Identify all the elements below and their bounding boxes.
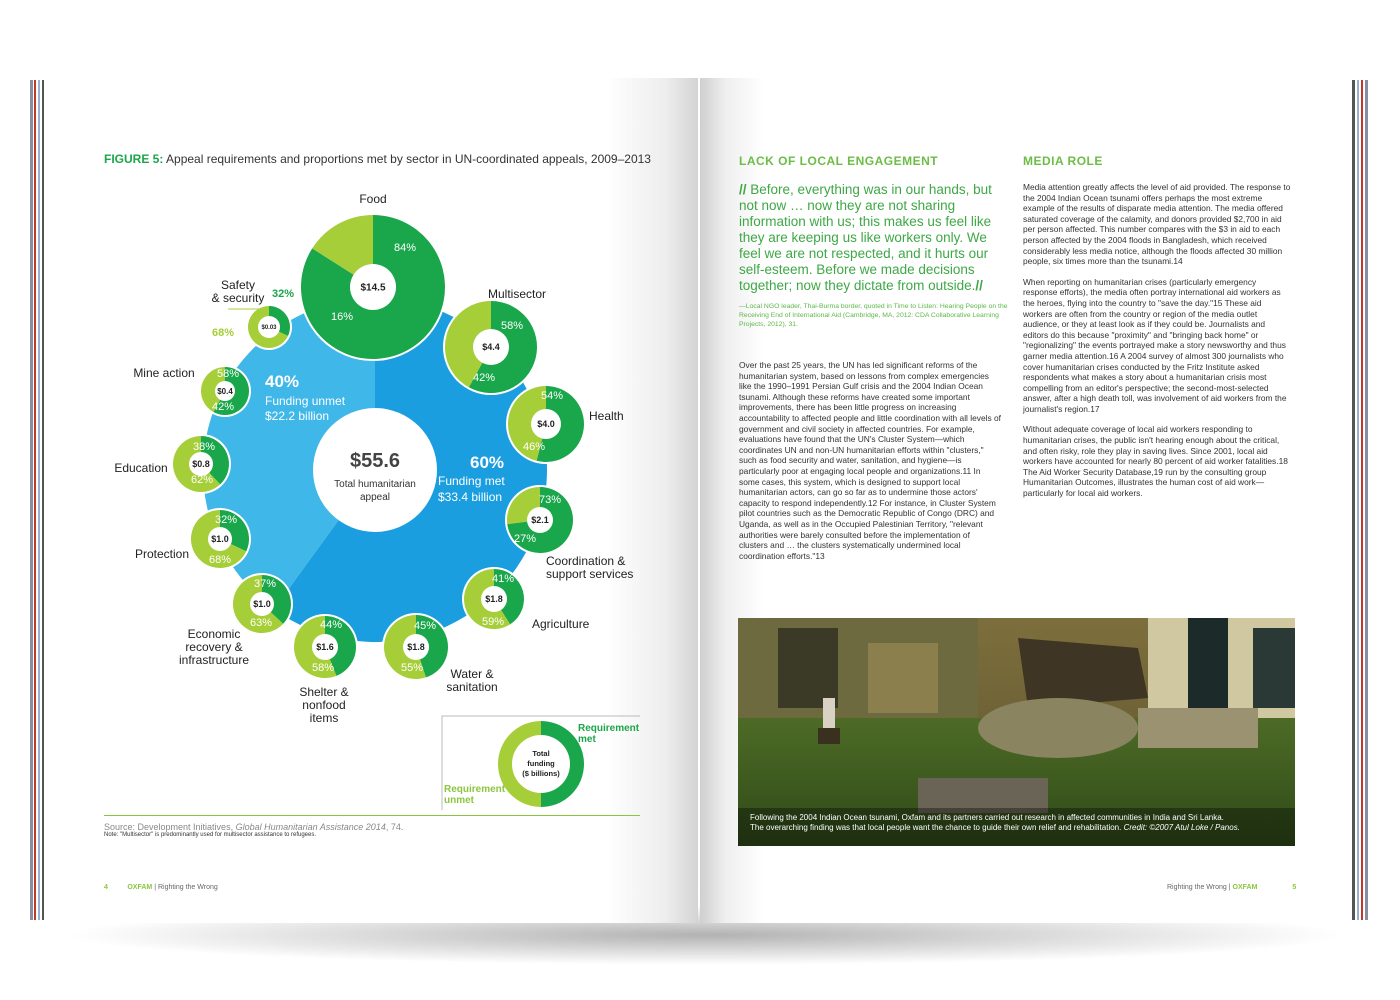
sector-met-pct: 37% xyxy=(253,578,277,590)
photo-credit: Credit: ©2007 Atul Loke / Panos. xyxy=(1123,823,1240,832)
source-title: Global Humanitarian Assistance 2014 xyxy=(235,822,386,832)
quote-open-mark: // xyxy=(739,182,747,197)
folio-title: | Righting the Wrong xyxy=(154,884,218,891)
sector-unmet-pct: 68% xyxy=(211,327,235,339)
sector-unmet-pct: 42% xyxy=(472,372,496,384)
sector-unmet-pct: 55% xyxy=(400,662,424,674)
sector-amount: $1.0 xyxy=(211,534,229,545)
quote-close-mark: // xyxy=(975,278,983,293)
field-photo xyxy=(738,618,1295,846)
center-label: Total humanitarian xyxy=(334,479,416,490)
photo-illustration xyxy=(738,618,1295,846)
sector-unmet-pct: 46% xyxy=(522,441,546,453)
sector-met-pct: 41% xyxy=(491,573,515,585)
heading-media-role: MEDIA ROLE xyxy=(1023,154,1103,168)
sector-ring xyxy=(133,365,251,417)
sector-ring xyxy=(292,614,358,725)
sector-amount: $0.4 xyxy=(217,386,233,396)
sector-met-pct: 58% xyxy=(500,320,524,332)
met-label: Funding met xyxy=(438,474,505,488)
sector-unmet-pct: 59% xyxy=(481,616,505,628)
caption-line-1: Following the 2004 Indian Ocean tsunami, Oxfam and its partners carried out research in affected communities in India and Sri Lanka. xyxy=(750,813,1224,822)
body-column-2 xyxy=(1023,182,1291,509)
sector-met-pct: 32% xyxy=(271,288,295,300)
sector-met-pct: 54% xyxy=(540,390,564,402)
sector-amount: $4.4 xyxy=(482,342,500,353)
sector-met-pct: 44% xyxy=(319,619,343,631)
figure-title-text: Appeal requirements and proportions met by sector in UN-coordinated appeals, 2009–2013 xyxy=(166,152,651,166)
sector-label: Agriculture xyxy=(532,617,590,631)
sector-label: Coordination & xyxy=(546,554,626,568)
unmet-label: Funding unmet xyxy=(265,394,346,408)
quote-text: Before, everything was in our hands, but not now … now they are not sharing information with us; this makes us feel like they are keeping us like workers only. We feel we are not respected, and it hurts our self-esteem. Before we made decisions together; now they dictate from outside. xyxy=(739,182,992,293)
legend-unmet-label: unmet xyxy=(444,795,474,806)
caption-line-2 xyxy=(750,823,1285,833)
sector-met-pct: 73% xyxy=(538,494,562,506)
caption-line-2-text: The overarching finding was that local people want the chance to guide their own relief and rehabilitation. xyxy=(750,823,1124,832)
sector-met-pct: 58% xyxy=(216,368,240,380)
paragraph: Without adequate coverage of local aid workers responding to humanitarian crises, the public isn't hearing enough about the critical, and often risky, role they play in saving lives. Since 2001, local aid workers have accounted for nearly 80 percent of aid worker fatalities.18 The Aid Worker Security Database,19 run by the consulting group Humanitarian Outcomes, illustrates the human cost of aid work—particularly for local aid workers. xyxy=(1023,424,1288,499)
sector-amount: $1.6 xyxy=(316,642,334,653)
sector-label: infrastructure xyxy=(178,653,250,667)
photo-caption xyxy=(750,813,1285,833)
heading-local-engagement: LACK OF LOCAL ENGAGEMENT xyxy=(739,154,939,168)
source-line xyxy=(104,822,403,832)
sector-unmet-pct: 68% xyxy=(208,554,232,566)
sector-amount: $0.8 xyxy=(192,459,210,470)
center-label: appeal xyxy=(359,492,391,503)
source-suffix: , 74. xyxy=(385,822,404,832)
unmet-percent: 40% xyxy=(265,372,300,391)
legend-center-label: ($ billions) xyxy=(522,769,560,778)
sector-label: Mine action xyxy=(133,366,195,380)
body-column-1 xyxy=(739,360,1001,571)
sector-label: Protection xyxy=(134,547,190,561)
sector-label: items xyxy=(309,711,339,725)
sector-ring xyxy=(443,287,546,395)
sector-amount: $0.03 xyxy=(261,325,277,332)
sector-ring xyxy=(114,434,231,494)
chart-legend xyxy=(442,716,640,810)
sector-label: Education xyxy=(114,461,168,475)
page-number: 5 xyxy=(1292,884,1297,891)
quote-citation: —Local NGO leader, Thai-Burma border, quoted in Time to Listen: Hearing People on the Receiving End of International Aid (Cambridge, MA, 2012: CDA Collaborative Learning Projects, 2012), 31. xyxy=(739,303,1008,328)
sector-unmet-pct: 42% xyxy=(211,401,235,413)
sector-label: nonfood xyxy=(302,698,346,712)
folio-brand: OXFAM xyxy=(127,884,153,891)
folio-title: Righting the Wrong | xyxy=(1167,884,1231,891)
met-amount: $33.4 billion xyxy=(438,490,503,504)
sector-met-pct: 45% xyxy=(413,620,437,632)
sector-unmet-pct: 62% xyxy=(190,474,214,486)
sector-label: support services xyxy=(546,567,634,581)
sector-ring xyxy=(212,278,295,350)
sector-label: Safety xyxy=(220,278,256,292)
sector-label: Economic xyxy=(187,627,241,641)
sector-met-pct: 38% xyxy=(192,441,216,453)
paragraph: Over the past 25 years, the UN has led significant reforms of the humanitarian system, based on lessons from complex emergencies like the 1990–1991 Persian Gulf crisis and the 2004 Indian Ocean tsunami. Although these reforms have created some important improvements, there has been little progress on increasing accountability to affected people and little coordination with all levels of government and civil society in affected countries. For example, evaluations have found that the UN's Cluster System—which coordinates UN and non-UN humanitarian efforts within "clusters," such as food security and water, sanitation, and hygiene—is particularly poor at engaging local people and organizations.11 In some cases, this system, which is designed to support local humanitarian actors, can go so far as to undermine those actors' capacity to respond independently.12 For instance, in Cluster System pilot countries such as the Democratic Republic of Congo (DRC) and Uganda, as well as in the Occupied Palestinian Territory, "relevant authorities were barely consulted before the implementation of clusters and … the clusters systematically undermined local coordination efforts."13 xyxy=(739,360,1001,561)
sector-label: Health xyxy=(589,409,624,423)
sector-amount: $1.0 xyxy=(253,599,271,610)
left-folio xyxy=(104,884,218,891)
sector-unmet-pct: 58% xyxy=(311,662,335,674)
pull-quote xyxy=(739,182,999,294)
sector-label: Multisector xyxy=(488,287,547,301)
sector-ring xyxy=(135,508,251,570)
sector-ring xyxy=(179,573,293,667)
figure-label: FIGURE 5: xyxy=(104,152,164,166)
sector-label: Shelter & xyxy=(299,685,349,699)
source-rule xyxy=(104,815,640,816)
sector-label: recovery & xyxy=(185,640,243,654)
sector-unmet-pct: 27% xyxy=(513,533,537,545)
paragraph: When reporting on humanitarian crises (particularly emergency response efforts), the media often portray international aid workers as the heroes, flying into the country to "save the day."15 These aid workers are often from the country or region of the media outlet audience, or they at least look as if they could be. Journalists and editors do this because "proximity" and "bringing back home" or "regionalizing" the events portrayed make a story newsworthy and thus garner media attention.16 A 2004 survey of almost 300 journalists who cover humanitarian crises conducted by the Fritz Institute asked respondents what makes a story about a humanitarian crisis most compelling from an editor's perspective; the second-most-selected answer, after a high death toll, was involvement of aid workers from the journalist's region.17 xyxy=(1023,276,1287,414)
legend-center-label: funding xyxy=(527,759,555,768)
center-value: $55.6 xyxy=(349,450,401,472)
legend-unmet-label: Requirement xyxy=(444,784,506,795)
legend-met-label: met xyxy=(578,734,596,745)
sector-amount: $1.8 xyxy=(407,642,425,653)
sector-ring xyxy=(506,384,624,464)
sector-unmet-pct: 63% xyxy=(249,617,273,629)
page-number: 4 xyxy=(104,884,108,891)
legend-met-label: Requirement xyxy=(578,723,640,734)
sector-ring xyxy=(505,485,633,581)
sector-amount: $14.5 xyxy=(360,282,386,294)
legend-center-label: Total xyxy=(532,749,550,758)
sector-amount: $2.1 xyxy=(531,515,549,526)
right-folio xyxy=(1167,884,1296,891)
sector-ring xyxy=(299,192,447,361)
folio-brand: OXFAM xyxy=(1232,884,1258,891)
sector-amount: $1.8 xyxy=(485,594,503,605)
sector-label: Water & xyxy=(450,667,494,681)
sector-amount: $4.0 xyxy=(537,419,555,430)
sector-label: & security xyxy=(211,291,265,305)
sector-unmet-pct: 16% xyxy=(330,311,354,323)
sector-label: sanitation xyxy=(446,680,498,694)
source-prefix: Source: Development Initiatives, xyxy=(104,822,236,832)
chart-note: Note: "Multisector" is predominantly used for multisector assistance to refugees. xyxy=(104,832,317,838)
sector-label: Food xyxy=(359,192,387,206)
unmet-amount: $22.2 billion xyxy=(265,409,330,423)
paragraph: Media attention greatly affects the level of aid provided. The response to the 2004 Indian Ocean tsunami offers perhaps the most extreme example of the results of disparate media attention. The media offered saturated coverage of the calamity, and donors provided $2,700 in aid per person affected. This number compares with the $3 in aid to each person affected by the 2004 floods in Bangladesh, which received considerably less media notice, although the floods affected 30 million people, six times more than the tsunami.14 xyxy=(1023,182,1291,267)
met-percent: 60% xyxy=(470,453,505,472)
sector-met-pct: 84% xyxy=(393,242,417,254)
sector-met-pct: 32% xyxy=(214,514,238,526)
